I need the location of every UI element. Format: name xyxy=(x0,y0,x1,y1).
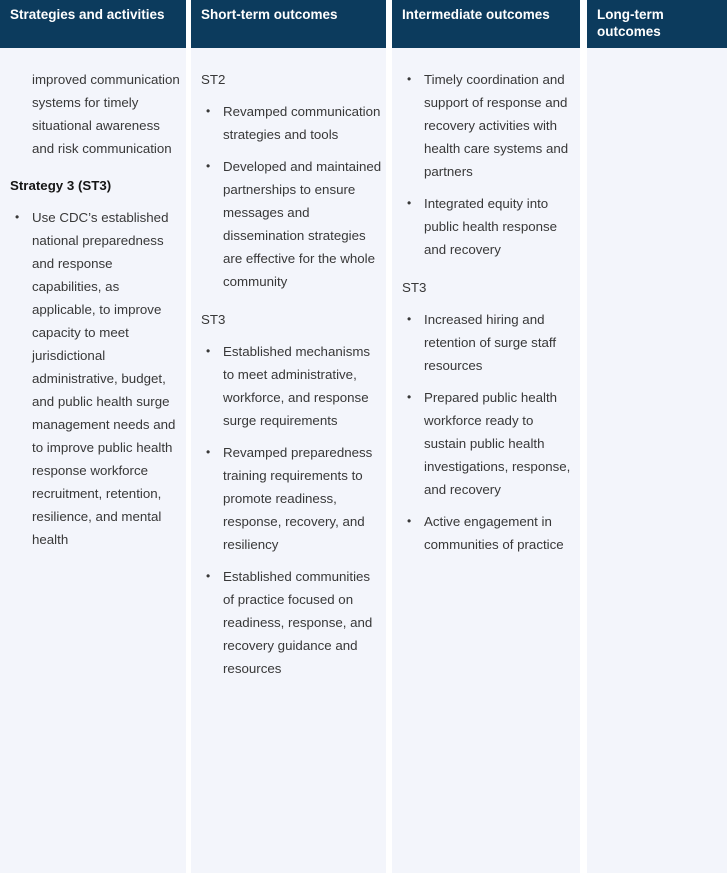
bullet-item xyxy=(201,340,382,432)
bullet-item xyxy=(402,68,576,183)
column-long-term-outcomes xyxy=(587,0,727,873)
bullet-text: Prepared public health workforce ready to sustain public health investigations, response, and recovery xyxy=(424,390,571,497)
bullet-icon: • xyxy=(206,104,211,118)
outcome-group-label: ST3 xyxy=(201,312,226,327)
outcome-group-label: ST2 xyxy=(201,72,226,87)
bullet-item xyxy=(402,510,576,556)
column-body-short-term-outcomes xyxy=(191,48,386,873)
bullet-item xyxy=(402,308,576,377)
column-body-intermediate-outcomes xyxy=(392,48,580,873)
column-header-long-term-outcomes: Long-term outcomes xyxy=(587,0,727,48)
bullet-text: Active engagement in communities of practice xyxy=(424,514,564,552)
bullet-item xyxy=(402,386,576,501)
bullet-text: Timely coordination and support of response and recovery activities with health care systems and partners xyxy=(424,72,569,179)
bullet-text: Established mechanisms to meet administrative, workforce, and response surge requirements xyxy=(223,344,371,428)
bullet-text: Integrated equity into public health response and recovery xyxy=(424,196,558,257)
bullet-icon: • xyxy=(206,569,211,583)
column-short-term-outcomes xyxy=(191,0,386,873)
column-header-strategies-and-activities: Strategies and activities xyxy=(0,0,186,48)
column-header-intermediate-outcomes: Intermediate outcomes xyxy=(392,0,580,48)
column-intermediate-outcomes xyxy=(392,0,580,873)
bullet-item xyxy=(201,565,382,680)
bullet-text: Revamped preparedness training requirements to promote readiness, response, recovery, and resiliency xyxy=(223,445,373,552)
bullet-text: Developed and maintained partnerships to ensure messages and dissemination strategies are effective for the whole community xyxy=(223,159,382,289)
bullet-icon: • xyxy=(407,514,412,528)
outcome-group-label: ST3 xyxy=(402,280,427,295)
bullet-item xyxy=(201,441,382,556)
bullet-icon: • xyxy=(407,390,412,404)
bullet-icon: • xyxy=(407,312,412,326)
bullet-item xyxy=(402,192,576,261)
bullet-icon: • xyxy=(206,159,211,173)
bullet-item xyxy=(201,100,382,146)
bullet-item xyxy=(201,155,382,293)
bullet-icon: • xyxy=(206,344,211,358)
bullet-icon: • xyxy=(407,72,412,86)
bullet-text: Increased hiring and retention of surge staff resources xyxy=(424,312,557,373)
column-strategies-and-activities xyxy=(0,0,186,873)
bullet-item xyxy=(10,206,182,551)
column-body-long-term-outcomes xyxy=(587,48,727,873)
continuation-text: improved communication systems for timely situational awareness and risk communication xyxy=(32,72,180,156)
bullet-icon: • xyxy=(407,196,412,210)
strategy-heading: Strategy 3 (ST3) xyxy=(10,178,112,193)
column-body-strategies-and-activities xyxy=(0,48,186,873)
bullet-text: Use CDC’s established national preparedness and response capabilities, as applicable, to improve capacity to meet jurisdictional administrative, budget, and public health surge management needs and to improve public health response workforce recruitment, retention, resilience, and mental health xyxy=(32,210,176,547)
bullet-icon: • xyxy=(15,210,20,224)
bullet-text: Revamped communication strategies and tools xyxy=(223,104,381,142)
column-header-short-term-outcomes: Short-term outcomes xyxy=(191,0,386,48)
bullet-icon: • xyxy=(206,445,211,459)
bullet-text: Established communities of practice focused on readiness, response, and recovery guidance and resources xyxy=(223,569,373,676)
